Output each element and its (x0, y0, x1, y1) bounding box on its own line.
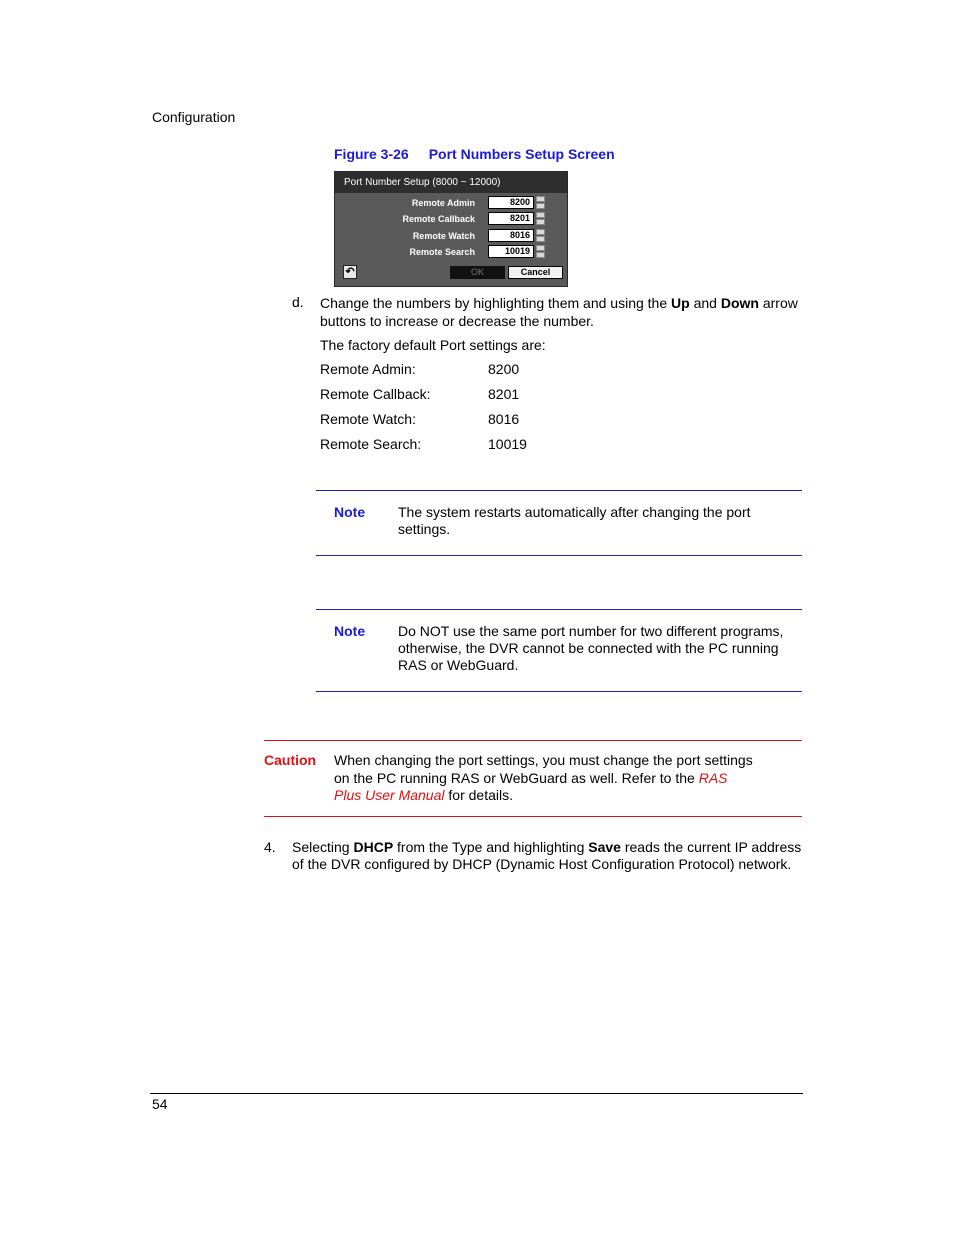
note-text: The system restarts automatically after changing the port settings. (398, 504, 751, 537)
note-label: Note (334, 623, 366, 639)
caution-text (334, 752, 754, 805)
row-remote-watch (335, 229, 567, 243)
spin-up-icon[interactable] (536, 229, 545, 235)
figure-caption (334, 146, 615, 162)
page-number: 54 (152, 1096, 168, 1112)
spin-up-icon[interactable] (536, 245, 545, 251)
text-span: and (689, 295, 721, 311)
bold-term: DHCP (353, 839, 394, 855)
remote-callback-field[interactable]: 8201 (488, 212, 534, 225)
spin-up-icon[interactable] (536, 212, 545, 218)
default-value: 10019 (488, 436, 527, 452)
text-span: for details. (444, 787, 513, 803)
note-divider (316, 691, 802, 692)
note-divider (316, 555, 802, 556)
remote-callback-label: Remote Callback (402, 214, 475, 224)
figure-number: Figure 3-26 (334, 146, 409, 162)
step-instruction (320, 294, 810, 330)
figure-title: Port Numbers Setup Screen (428, 146, 615, 162)
row-remote-admin (335, 196, 567, 210)
cancel-button[interactable]: Cancel (508, 266, 563, 279)
default-value: 8200 (488, 361, 520, 377)
remote-search-spinner[interactable] (536, 245, 545, 258)
caution-divider (264, 740, 802, 741)
spin-down-icon[interactable] (536, 219, 545, 225)
bold-term: Down (720, 295, 759, 311)
caution-label: Caution (264, 752, 317, 768)
default-label: Remote Callback: (320, 386, 431, 402)
step-instruction (292, 839, 802, 873)
section-header: Configuration (152, 109, 236, 125)
text-span: from the Type and highlighting (393, 839, 589, 855)
text-span: Change the numbers by highlighting them and using the (320, 295, 672, 311)
remote-search-field[interactable]: 10019 (488, 245, 534, 258)
step-marker: 4. (264, 839, 276, 855)
remote-watch-field[interactable]: 8016 (488, 229, 534, 242)
text-span: reads the current IP address of the DVR configured by DHCP (Dynamic Host Configuration Protocol) network. (292, 839, 802, 872)
remote-watch-spinner[interactable] (536, 229, 545, 242)
remote-callback-spinner[interactable] (536, 212, 545, 225)
default-label: Remote Admin: (320, 361, 416, 377)
back-arrow-icon[interactable]: ↶ (343, 265, 357, 279)
remote-watch-label: Remote Watch (412, 231, 475, 241)
manual-link[interactable]: RAS Plus User Manual (334, 769, 728, 803)
spin-up-icon[interactable] (536, 196, 545, 202)
spin-down-icon[interactable] (536, 203, 545, 209)
defaults-intro: The factory default Port settings are: (320, 337, 546, 353)
default-label: Remote Search: (320, 436, 422, 452)
note-divider (316, 609, 802, 610)
text-span: arrow buttons to increase or decrease the number. (320, 295, 798, 329)
note-text: Do NOT use the same port number for two different programs, otherwise, the DVR cannot be connected with the PC running RAS or WebGuard. (398, 623, 784, 673)
spin-down-icon[interactable] (536, 236, 545, 242)
step-marker: d. (292, 294, 304, 310)
note-divider (316, 490, 802, 491)
port-setup-screen (334, 171, 568, 287)
remote-admin-label: Remote Admin (411, 198, 475, 208)
caution-divider (264, 816, 802, 817)
default-value: 8201 (488, 386, 520, 402)
row-remote-search (335, 245, 567, 259)
screen-title: Port Number Setup (8000 ~ 12000) (335, 172, 567, 193)
remote-admin-field[interactable]: 8200 (488, 196, 534, 209)
text-span: Selecting (292, 839, 354, 855)
bold-term: Up (671, 295, 690, 311)
remote-admin-spinner[interactable] (536, 196, 545, 209)
default-label: Remote Watch: (320, 411, 416, 427)
spin-down-icon[interactable] (536, 252, 545, 258)
row-remote-callback (335, 212, 567, 226)
footer-divider (150, 1093, 803, 1094)
bold-term: Save (588, 839, 621, 855)
remote-search-label: Remote Search (409, 247, 475, 257)
ok-button[interactable]: OK (450, 266, 505, 279)
note-label: Note (334, 504, 366, 520)
default-value: 8016 (488, 411, 520, 427)
text-span: When changing the port settings, you must change the port settings on the PC running RAS or WebGuard as well. Refer to the (334, 752, 753, 786)
